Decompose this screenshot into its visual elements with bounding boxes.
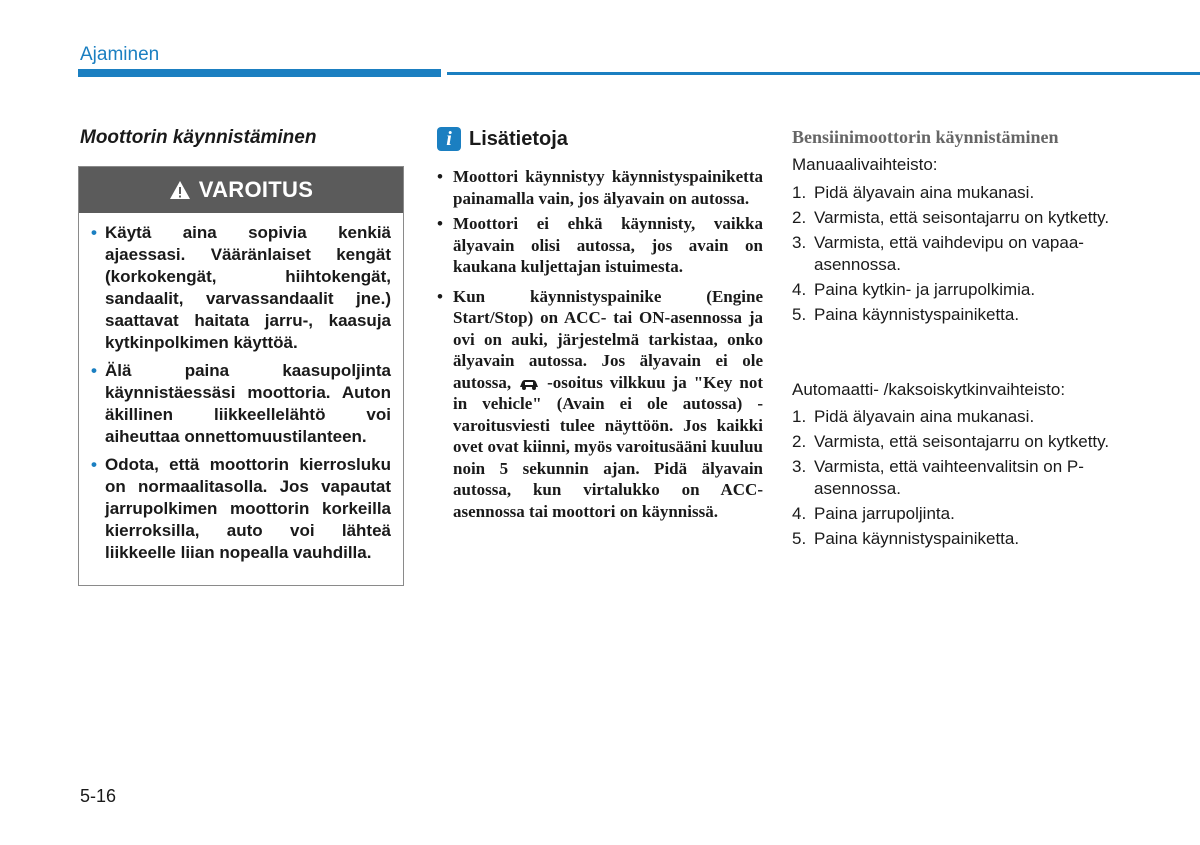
car-key-indicator-icon <box>518 378 540 390</box>
page-number: 5-16 <box>80 786 117 806</box>
info-heading <box>437 127 568 151</box>
bullet-icon: • <box>91 455 97 474</box>
step-item: 4. Paina kytkin- ja jarrupolkimia. <box>792 280 1036 299</box>
step-item: 3. Varmista, että vaihteenvalitsin on P-asennossa. <box>792 457 1084 498</box>
warning-box <box>78 166 404 586</box>
section-heading: Moottorin käynnistäminen <box>80 127 317 148</box>
warning-list <box>79 213 403 564</box>
info-item: • Moottori ei ehkä käynnisty, vaikka älyavain olisi autossa, jos avain on kaukana kuljettajan istuimesta. <box>437 214 763 276</box>
bullet-icon: • <box>91 361 97 380</box>
step-item: 4. Paina jarrupoljinta. <box>792 504 955 523</box>
manual-label: Manuaalivaihteisto: <box>792 155 938 174</box>
petrol-start-title: Bensiinimoottorin käynnistäminen <box>792 127 1059 147</box>
info-item: • Kun käynnistyspainike (Engine Start/Stop) on ACC- tai ON-asennossa ja ovi on auki, järjestelmä tarkistaa, onko älyavain autossa. Jos älyavain ei ole autossa, -osoitus vilkkuu ja "Key not in vehicle" (Avain ei ole autossa) -varoitusviesti tulee näyttöön. Jos kaikki ovet ovat kiinni, myös varoitusääni kuuluu noin 5 sekunnin ajan. Pidä älyavain autossa, kun virtalukko on ACC-asennossa tai moottori on käynnissä. <box>437 286 763 521</box>
warning-title: VAROITUS <box>198 177 314 202</box>
bullet-icon: • <box>91 223 97 242</box>
step-item: 5. Paina käynnistyspainiketta. <box>792 305 1020 324</box>
step-item: 1. Pidä älyavain aina mukanasi. <box>792 407 1035 426</box>
step-item: 5. Paina käynnistyspainiketta. <box>792 529 1020 548</box>
step-item: 1. Pidä älyavain aina mukanasi. <box>792 183 1035 202</box>
warning-item: • Odota, että moottorin kierrosluku on normaalitasolla. Jos vapautat jarrupolkimen moottorin korkeilla kierroksilla, auto voi lähteä liikkeelle liian nopealla vauhdilla. <box>91 455 391 562</box>
step-item: 3. Varmista, että vaihdevipu on vapaa-asennossa. <box>792 233 1084 274</box>
header-bar-left <box>78 69 441 77</box>
section-label: Ajaminen <box>80 44 160 65</box>
warning-header <box>79 167 403 213</box>
step-item: 2. Varmista, että seisontajarru on kytketty. <box>792 432 1110 451</box>
warning-item: • Käytä aina sopivia kenkiä ajaessasi. Vääränlaiset kengät (korkokengät, hiihtokengät, sandaalit, varvassandaalit jne.) saattavat haitata jarru-, kaasuja kytkinpolkimen käyttöä. <box>91 223 391 352</box>
info-item: • Moottori käynnistyy käynnistyspainiketta painamalla vain, jos älyavain on autossa. <box>437 167 763 208</box>
header-bar-right <box>447 72 1200 75</box>
step-item: 2. Varmista, että seisontajarru on kytketty. <box>792 208 1110 227</box>
info-list <box>437 166 763 526</box>
automatic-label: Automaatti- /kaksoiskytkinvaihteisto: <box>792 380 1066 399</box>
warning-triangle-icon <box>169 180 191 200</box>
warning-item: • Älä paina kaasupoljinta käynnistäessäsi moottoria. Auton äkillinen liikkeellelähtö voi aiheuttaa onnettomuustilanteen. <box>91 361 391 446</box>
manual-steps <box>792 182 1122 329</box>
info-title: Lisätietoja <box>469 127 568 150</box>
automatic-steps <box>792 406 1122 553</box>
info-icon: i <box>437 127 461 151</box>
